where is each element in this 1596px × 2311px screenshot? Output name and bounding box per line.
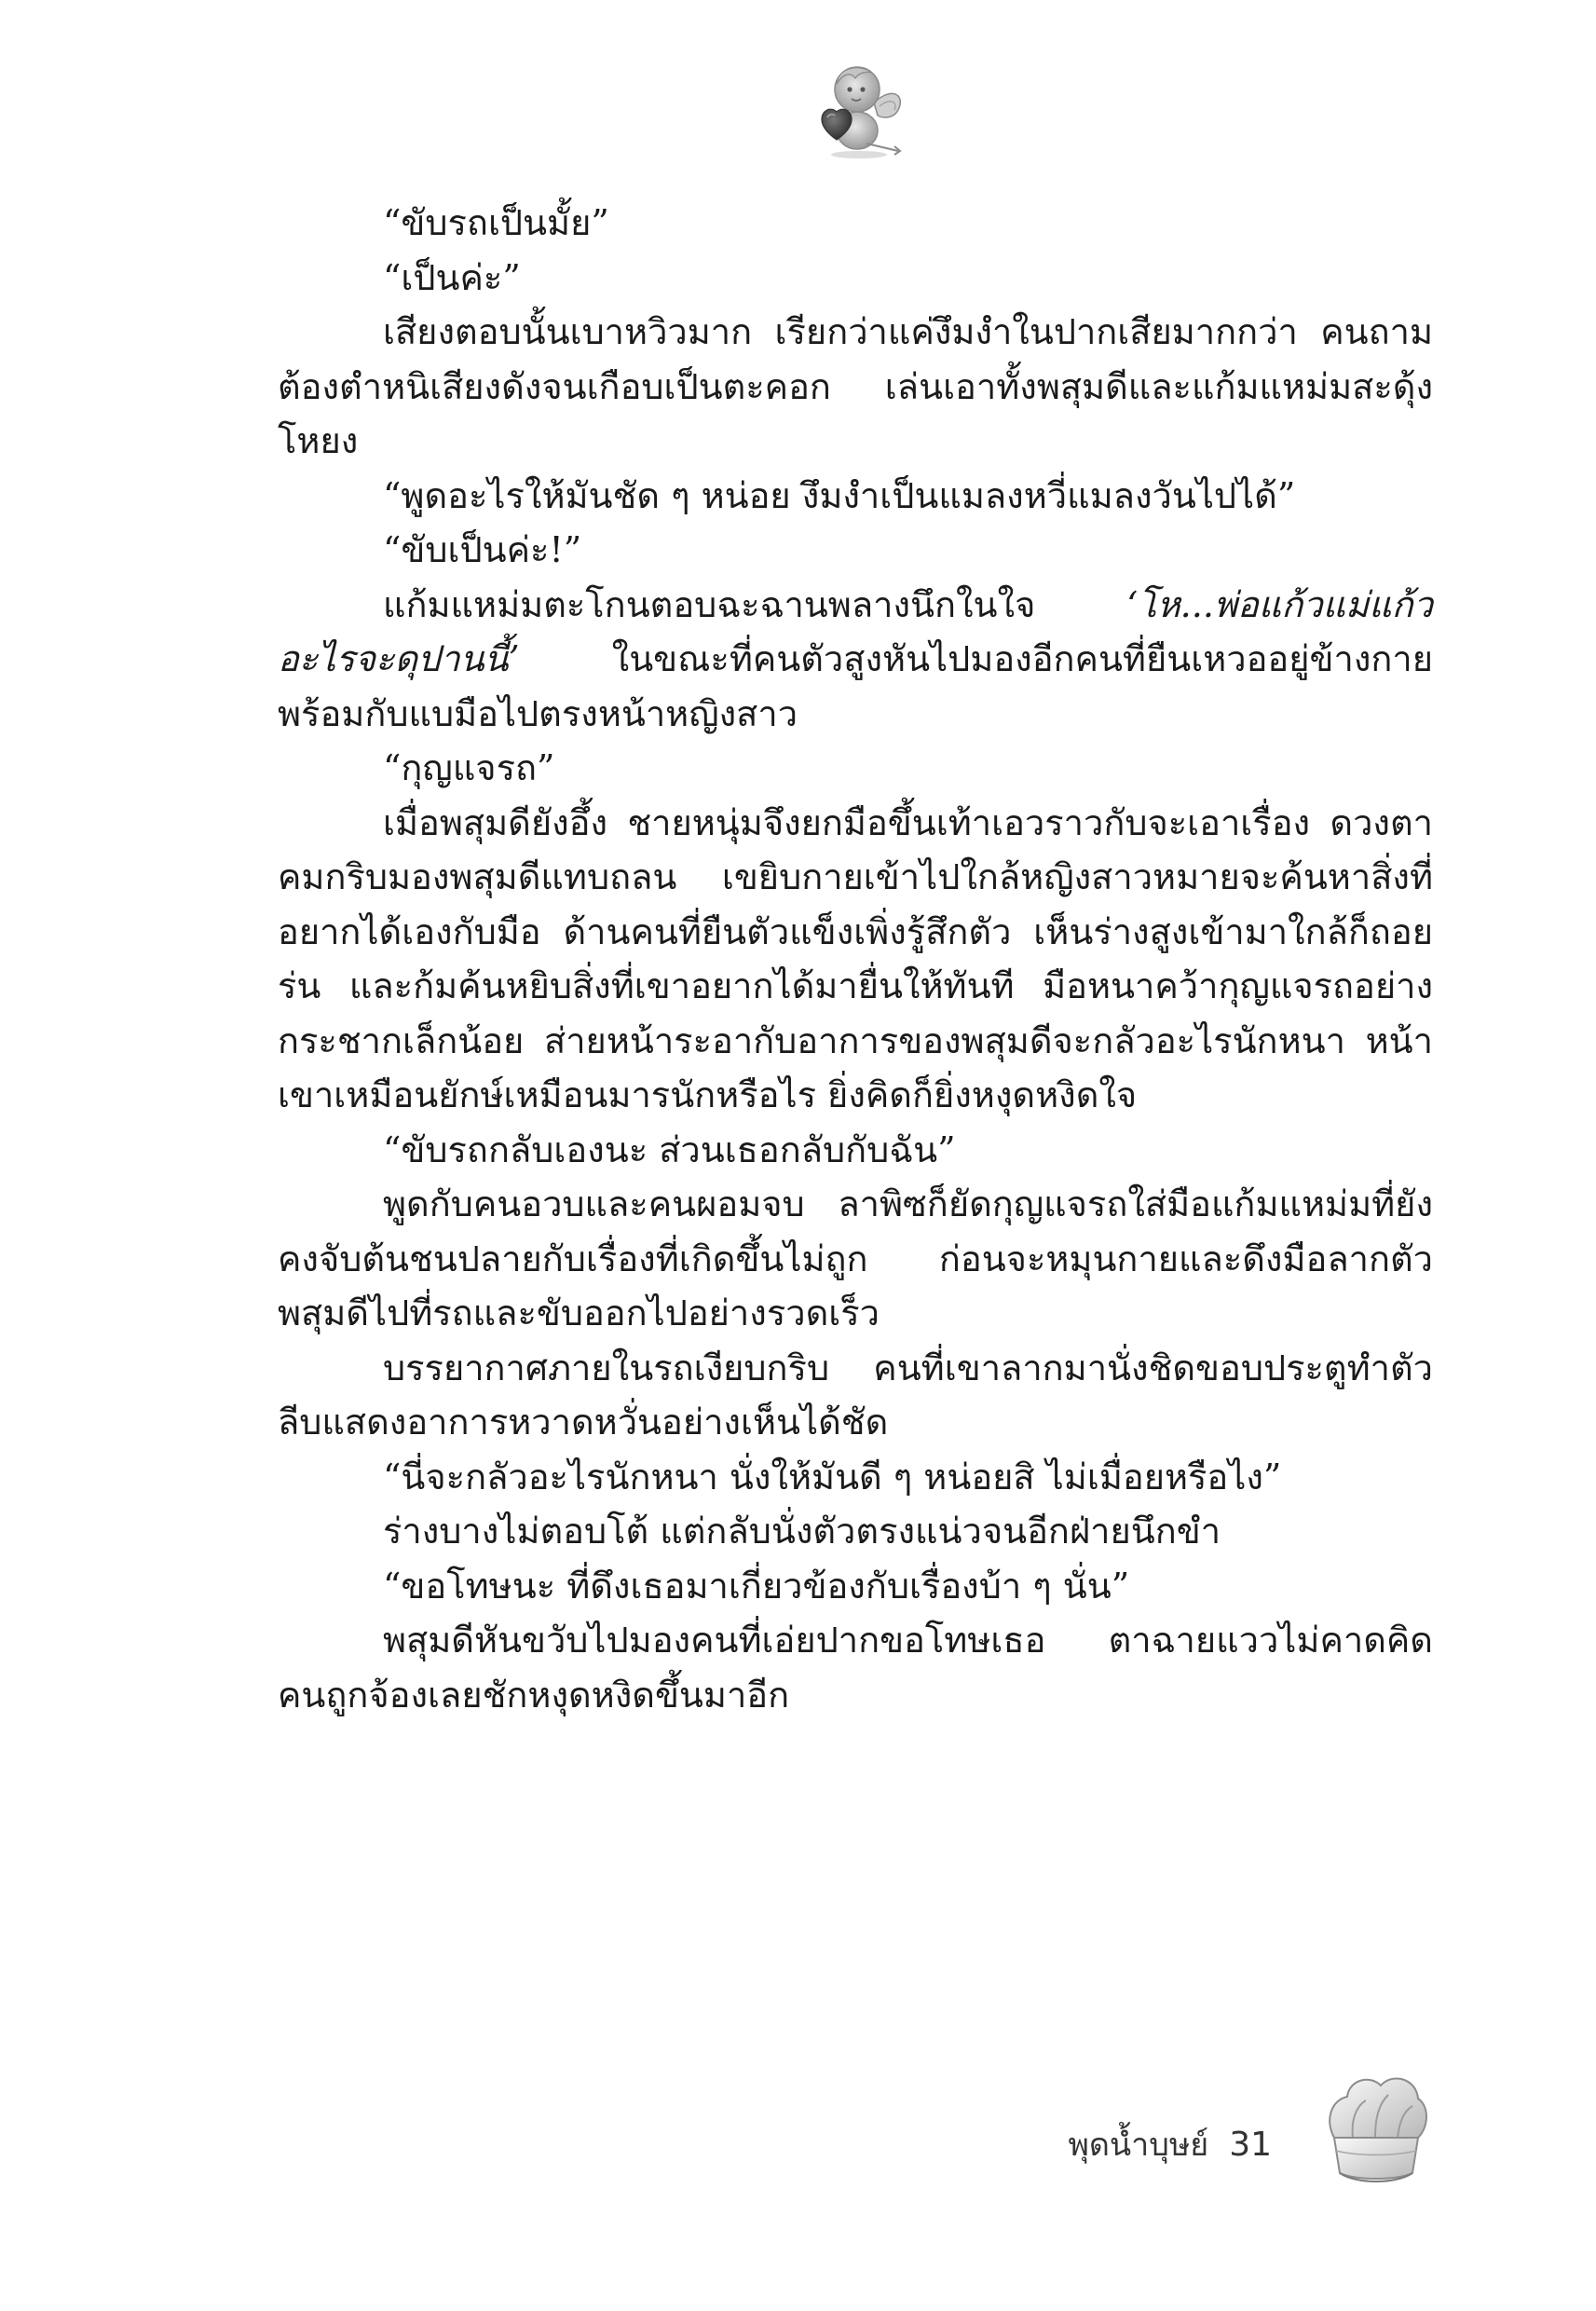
paragraph: ร่างบางไม่ตอบโต้ แต่กลับนั่งตัวตรงแน่วจนอีกฝ่ายนึกขำ — [383, 1511, 1221, 1552]
book-title: พุดน้ำบุษย์ — [1068, 2126, 1209, 2164]
paragraph: บรรยากาศภายในรถเงียบกริบ คนที่เขาลากมานั่งชิดขอบประตูทำตัวลีบแสดงอาการหวาดหวั่นอย่างเห็นได้ชัด — [278, 1347, 1433, 1443]
paragraph: เสียงตอบนั้นเบาหวิวมาก เรียกว่าแค่งึมงำในปากเสียมากกว่า คนถามต้องตำหนิเสียงดังจนเกือบเป็นตะคอก เล่นเอาทั้งพสุมดีและแก้มแหม่มสะดุ้งโหยง — [278, 311, 1433, 461]
paragraph-text: แก้มแหม่มตะโกนตอบฉะฉานพลางนึกในใจ — [383, 583, 1127, 625]
paragraph: พูดกับคนอวบและคนผอมจบ ลาพิซก็ยัดกุญแจรถใส่มือแก้มแหม่มที่ยังคงจับต้นชนปลายกับเรื่องที่เกิดขึ้นไม่ถูก ก่อนจะหมุนกายและดึงมือลากตัวพสุมดีไปที่รถและขับออกไปอย่างรวดเร็ว — [278, 1183, 1433, 1333]
page-number: 31 — [1229, 2126, 1272, 2164]
chef-hat-icon — [1321, 2069, 1431, 2190]
paragraph — [278, 578, 1433, 742]
paragraph-text: ในขณะที่คนตัวสูงหันไปมองอีกคนที่ยืนเหวออยู่ข้างกาย พร้อมกับแบมือไปตรงหน้าหญิงสาว — [278, 638, 1433, 734]
paragraph: “นี่จะกลัวอะไรนักหนา นั่งให้มันดี ๆ หน่อยสิ ไม่เมื่อยหรือไง” — [383, 1456, 1282, 1497]
paragraph: “ขับรถเป็นมั้ย” — [383, 202, 609, 243]
paragraph: เมื่อพสุมดียังอึ้ง ชายหนุ่มจึงยกมือขึ้นเท้าเอวราวกับจะเอาเรื่อง ดวงตาคมกริบมองพสุมดีแทบถลน เขยิบกายเข้าไปใกล้หญิงสาวหมายจะค้นหาสิ่งที่อยากได้เองกับมือ ด้านคนที่ยืนตัวแข็งเพิ่งรู้สึกตัว เห็นร่างสูงเข้ามาใกล้ก็ถอยร่น และก้มค้นหยิบสิ่งที่เขาอยากได้มายื่นให้ทันที มือหนาคว้ากุญแจรถอย่างกระชากเล็กน้อย ส่ายหน้าระอากับอาการของพสุมดีจะกลัวอะไรนักหนา หน้าเขาเหมือนยักษ์เหมือนมารนักหรือไร ยิ่งคิดก็ยิ่งหงุดหงิดใจ — [278, 801, 1433, 1115]
paragraph: “ขับรถกลับเองนะ ส่วนเธอกลับกับฉัน” — [383, 1128, 956, 1170]
paragraph: “ขอโทษนะ ที่ดึงเธอมาเกี่ยวข้องกับเรื่องบ้า ๆ นั่น” — [383, 1565, 1130, 1607]
paragraph: พสุมดีหันขวับไปมองคนที่เอ่ยปากขอโทษเธอ ตาฉายแววไม่คาดคิด คนถูกจ้องเลยชักหงุดหงิดขึ้นมาอีก — [278, 1620, 1433, 1716]
paragraph: “กุญแจรถ” — [383, 747, 555, 788]
body-text — [278, 196, 1433, 1722]
cupid-icon — [801, 58, 913, 160]
inner-thought-text: ‘โห...พ่อแก้วแม่แก้ว อะไรจะดุปานนี้’ — [278, 583, 1433, 679]
paragraph: “ขับเป็นค่ะ!” — [383, 529, 582, 570]
page-footer — [1068, 2119, 1272, 2169]
paragraph: “เป็นค่ะ” — [383, 256, 521, 298]
paragraph: “พูดอะไรให้มันชัด ๆ หน่อย งึมงำเป็นแมลงหวี่แมลงวันไปได้” — [383, 474, 1296, 516]
